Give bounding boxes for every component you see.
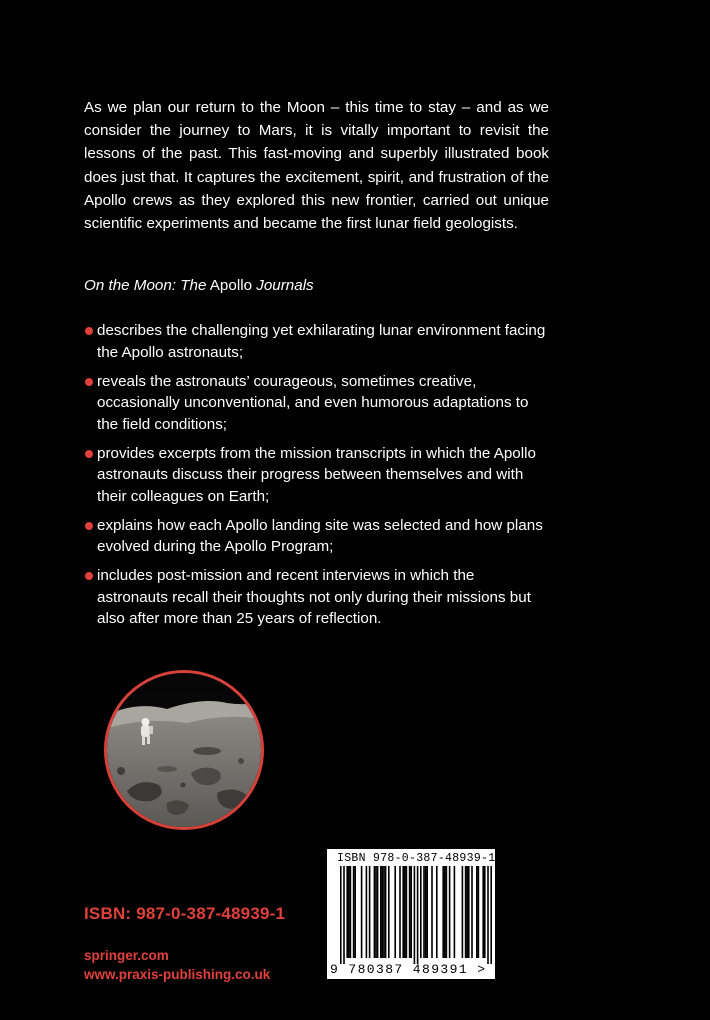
- lunar-landscape-illustration: [107, 673, 261, 827]
- barcode-bar: [476, 866, 478, 958]
- barcode-ean-text: 9 780387 489391 >: [330, 962, 487, 977]
- subtitle-italic-journals: Journals: [256, 277, 314, 294]
- barcode-bar: [361, 866, 363, 958]
- barcode-bar: [449, 866, 451, 958]
- barcode-bar: [431, 866, 433, 958]
- barcode-bar: [348, 866, 350, 958]
- barcode-bar: [468, 866, 470, 958]
- list-item-text: includes post-mission and recent interviews in which the astronauts recall their thoughts not only during their missions but also after more than 25 years of reflection.: [97, 567, 531, 627]
- bullet-dot-icon: [85, 327, 93, 335]
- barcode-bar: [462, 866, 464, 958]
- barcode-bar: [444, 866, 446, 958]
- list-item: [84, 320, 549, 363]
- barcode-bar: [425, 866, 427, 958]
- isbn-label: ISBN: 987-0-387-48939-1: [84, 904, 286, 923]
- barcode-bar: [402, 866, 404, 958]
- barcode-bar: [484, 866, 486, 958]
- barcode-bar: [490, 866, 492, 964]
- bullet-dot-icon: [85, 522, 93, 530]
- barcode-bar: [482, 866, 484, 958]
- publisher-links: [84, 946, 270, 984]
- barcode-bars: [328, 866, 496, 964]
- list-item-text: describes the challenging yet exhilarating lunar environment facing the Apollo astronauts;: [97, 322, 546, 361]
- barcode-bar: [420, 866, 422, 958]
- list-item: [84, 443, 549, 508]
- barcode-bar: [369, 866, 371, 958]
- feature-list: [84, 320, 549, 637]
- isbn-barcode: [327, 849, 495, 979]
- barcode-bar: [340, 866, 342, 964]
- barcode-isbn-text: ISBN 978-0-387-48939-1: [337, 852, 496, 865]
- barcode-bar: [350, 866, 352, 958]
- blurb-paragraph: As we plan our return to the Moon – this time to stay – and as we consider the journey to Mars, it is vitally important to revisit the lessons of the past. This fast-moving and superbly illustrated book does just that. It captures the excitement, spirit, and frustration of the Apollo crews as they explored this new frontier, carried out unique scientific experiments and became the first lunar field geologists.: [84, 99, 549, 233]
- barcode-bar: [375, 866, 377, 958]
- list-item-text: provides excerpts from the mission transcripts in which the Apollo astronauts discuss their progress between themselves and with their colleagues on Earth;: [97, 444, 536, 505]
- barcode-bar: [478, 866, 480, 958]
- barcode-bar: [414, 866, 416, 964]
- barcode-bar: [353, 866, 355, 958]
- book-subtitle: [84, 276, 549, 296]
- barcode-bar: [383, 866, 385, 958]
- bullet-dot-icon: [85, 450, 93, 458]
- barcode-bar: [436, 866, 438, 958]
- bullet-dot-icon: [85, 378, 93, 386]
- barcode-bar: [471, 866, 473, 958]
- barcode-bar: [394, 866, 396, 958]
- barcode-bar: [354, 866, 356, 958]
- barcode-bar: [417, 866, 419, 964]
- barcode-bar: [406, 866, 408, 958]
- barcode-bar: [426, 866, 428, 958]
- barcode-bar: [446, 866, 448, 958]
- barcode-bar: [343, 866, 345, 964]
- barcode-bar: [380, 866, 382, 958]
- springer-link[interactable]: springer.com: [84, 948, 169, 963]
- barcode-bar: [423, 866, 425, 958]
- list-item-text: explains how each Apollo landing site was selected and how plans evolved during the Apollo Program;: [97, 516, 543, 555]
- barcode-bar: [410, 866, 412, 958]
- subtitle-italic-part: On the Moon: The: [84, 277, 207, 294]
- barcode-bar: [382, 866, 384, 958]
- barcode-bar: [409, 866, 411, 958]
- barcode-bar: [454, 866, 456, 958]
- barcode-bar: [388, 866, 390, 958]
- barcode-bar: [377, 866, 379, 958]
- barcode-bar: [385, 866, 387, 958]
- barcode-bar: [399, 866, 401, 958]
- barcode-bar: [404, 866, 406, 958]
- list-item: [84, 565, 549, 630]
- barcode-bar: [465, 866, 467, 958]
- bullet-dot-icon: [85, 572, 93, 580]
- lunar-surface-photo: [104, 670, 264, 830]
- barcode-bar: [487, 866, 489, 964]
- list-item-text: reveals the astronauts’ courageous, sometimes creative, occasionally unconventional, and even humorous adaptations to the field conditions;: [97, 372, 529, 433]
- subtitle-plain-part: Apollo: [206, 277, 257, 294]
- list-item: [84, 515, 549, 558]
- barcode-bar: [466, 866, 468, 958]
- list-item: [84, 371, 549, 436]
- praxis-link[interactable]: www.praxis-publishing.co.uk: [84, 967, 271, 982]
- barcode-bar: [374, 866, 376, 958]
- barcode-bar: [346, 866, 348, 958]
- barcode-bar: [366, 866, 368, 958]
- barcode-bar: [442, 866, 444, 958]
